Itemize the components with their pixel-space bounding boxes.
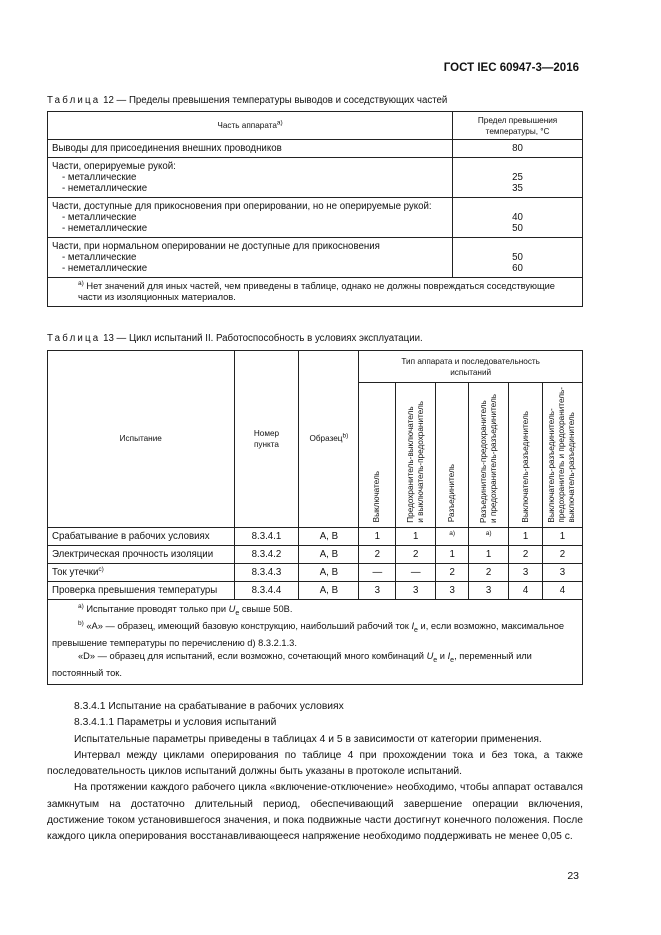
device-type-header: Выключатель-разъединитель [509,383,543,528]
sequence-cell: 1 [359,527,396,545]
sequence-cell: 4 [542,581,582,599]
device-type-header: Выключатель [359,383,396,528]
sequence-cell: 2 [359,545,396,563]
sequence-cell: 3 [436,581,469,599]
limit-cell: 50 60 [453,238,583,278]
clause-cell: 8.3.4.3 [234,563,299,581]
note-b: $^{b)}$ «A» — образец, имеющий базовую конструкцию, наибольший рабочий ток $I_e$ и, если возможно, максимальное превышение температуры по перечислению d) 8.3.2.1.3. [52,619,565,649]
device-type-header: Разъединитель [436,383,469,528]
clause-header: Номер пункта [234,351,299,528]
sequence-cell: 2 [542,545,582,563]
standard-designation: ГОСТ IEC 60947-3—2016 [443,62,579,74]
table-row [48,158,583,198]
table-row [48,545,583,563]
page-number: 23 [567,870,579,882]
part-cell: Части, при нормальном оперировании не доступные для прикосновения - металлические - неметаллические [48,238,453,278]
limit-cell: 40 50 [453,198,583,238]
table12-caption [47,95,447,106]
sequence-cell: — [359,563,396,581]
caption-text: 12 — Пределы превышения температуры выводов и соседствующих частей [103,95,448,106]
limit-cell: 80 [453,140,583,158]
sequence-cell: 3 [359,581,396,599]
table-row [48,238,583,278]
clause-cell: 8.3.4.2 [234,545,299,563]
clause-8-3-4-1-heading: 8.3.4.1 Испытание на срабатывание в рабочих условиях [74,701,344,712]
sample-cell: A, B [299,581,359,599]
temperature-rise-table [47,111,583,307]
test-sequence-table [47,350,583,685]
part-cell: Части, доступные для прикосновения при оперировании, но не оперируемые рукой: - металлические - неметаллические [48,198,453,238]
sample-cell: A, B [299,563,359,581]
sequence-cell: 2 [509,545,543,563]
sequence-cell: 3 [509,563,543,581]
test-name-cell: Ток утечки$^{c)}$ [48,563,235,581]
sequence-cell: 2 [469,563,509,581]
table-row [48,140,583,158]
section-text [47,699,583,846]
table12-footnote: $^{a)}$ Нет значений для иных частей, чем приведены в таблице, однако не должны повреждаться соседствующие части из изоляционных материалов. [48,278,583,307]
sequence-cell: 1 [396,527,436,545]
test-name-cell: Электрическая прочность изоляции [48,545,235,563]
limit-cell: 25 35 [453,158,583,198]
device-type-header: Выключатель-разъединитель- предохранитель и предохранитель- выключатель-разъединитель [542,383,582,528]
test-name-cell: Проверка превышения температуры [48,581,235,599]
sequence-cell: 1 [436,545,469,563]
note-a: $^{a)}$ Испытание проводят только при $U_e$ свыше 50В. [78,602,293,617]
note-d: «D» — образец для испытаний, если возможно, сочетающий много комбинаций $U_e$ и $I_e$, переменный или постоянный ток. [52,650,532,679]
paragraph-cycle: На протяжении каждого рабочего цикла «включение-отключение» необходимо, чтобы аппарат оставался замкнутым на достаточно длительный период, обеспечивающий завершение операции включения, достижение током установившегося значения, и пока подвижные части достигнут конечного положения. После каждого цикла оперирования восстанавливающееся напряжение необходимо поддерживать не менее 0,05 с. [47,782,583,843]
table13-notes [48,599,583,684]
clause-8-3-4-1-1-heading: 8.3.4.1.1 Параметры и условия испытаний [74,717,277,729]
device-type-header: Разъединитель-предохранитель и предохранитель-разъединитель [469,383,509,528]
sequence-cell: 1 [469,545,509,563]
part-cell: Части, оперируемые рукой: - металлические - неметаллические [48,158,453,198]
caption-word: Таблица [47,333,101,344]
clause-cell: 8.3.4.1 [234,527,299,545]
sequence-cell: 4 [509,581,543,599]
sample-cell: A, B [299,545,359,563]
table-row [48,581,583,599]
test-name-cell: Срабатывание в рабочих условиях [48,527,235,545]
sequence-cell: 1 [509,527,543,545]
table-row [48,527,583,545]
sequence-cell: 2 [436,563,469,581]
caption-text: 13 — Цикл испытаний II. Работоспособность в условиях эксплуатации. [103,333,423,344]
part-cell: Выводы для присоединения внешних проводников [48,140,453,158]
sample-header: Образец$^{b)}$ [299,351,359,528]
limit-header: Предел превышения температуры, °С [453,112,583,140]
paragraph-parameters: Испытательные параметры приведены в таблицах 4 и 5 в зависимости от категории применения. [74,733,542,745]
table13-caption [47,333,423,344]
sample-cell: A, B [299,527,359,545]
paragraph-interval: Интервал между циклами оперирования по таблице 4 при прохождении тока и без тока, а также последовательность циклов испытаний должны быть указаны в протоколе испытаний. [47,749,583,778]
caption-word: Таблица [47,95,101,106]
sequence-cell: a) [469,527,509,545]
sequence-cell: 3 [542,563,582,581]
table-row [48,198,583,238]
clause-cell: 8.3.4.4 [234,581,299,599]
test-header: Испытание [48,351,235,528]
sequence-cell: 3 [469,581,509,599]
device-type-group-header: Тип аппарата и последовательность испытаний [359,351,583,383]
sequence-cell: 1 [542,527,582,545]
table-row [48,563,583,581]
device-type-header: Предохранитель-выключатель и выключатель-предохранитель [396,383,436,528]
part-header: Часть аппарата$^{a)}$ [48,112,453,140]
sequence-cell: 3 [396,581,436,599]
sequence-cell: — [396,563,436,581]
sequence-cell: a) [436,527,469,545]
sequence-cell: 2 [396,545,436,563]
